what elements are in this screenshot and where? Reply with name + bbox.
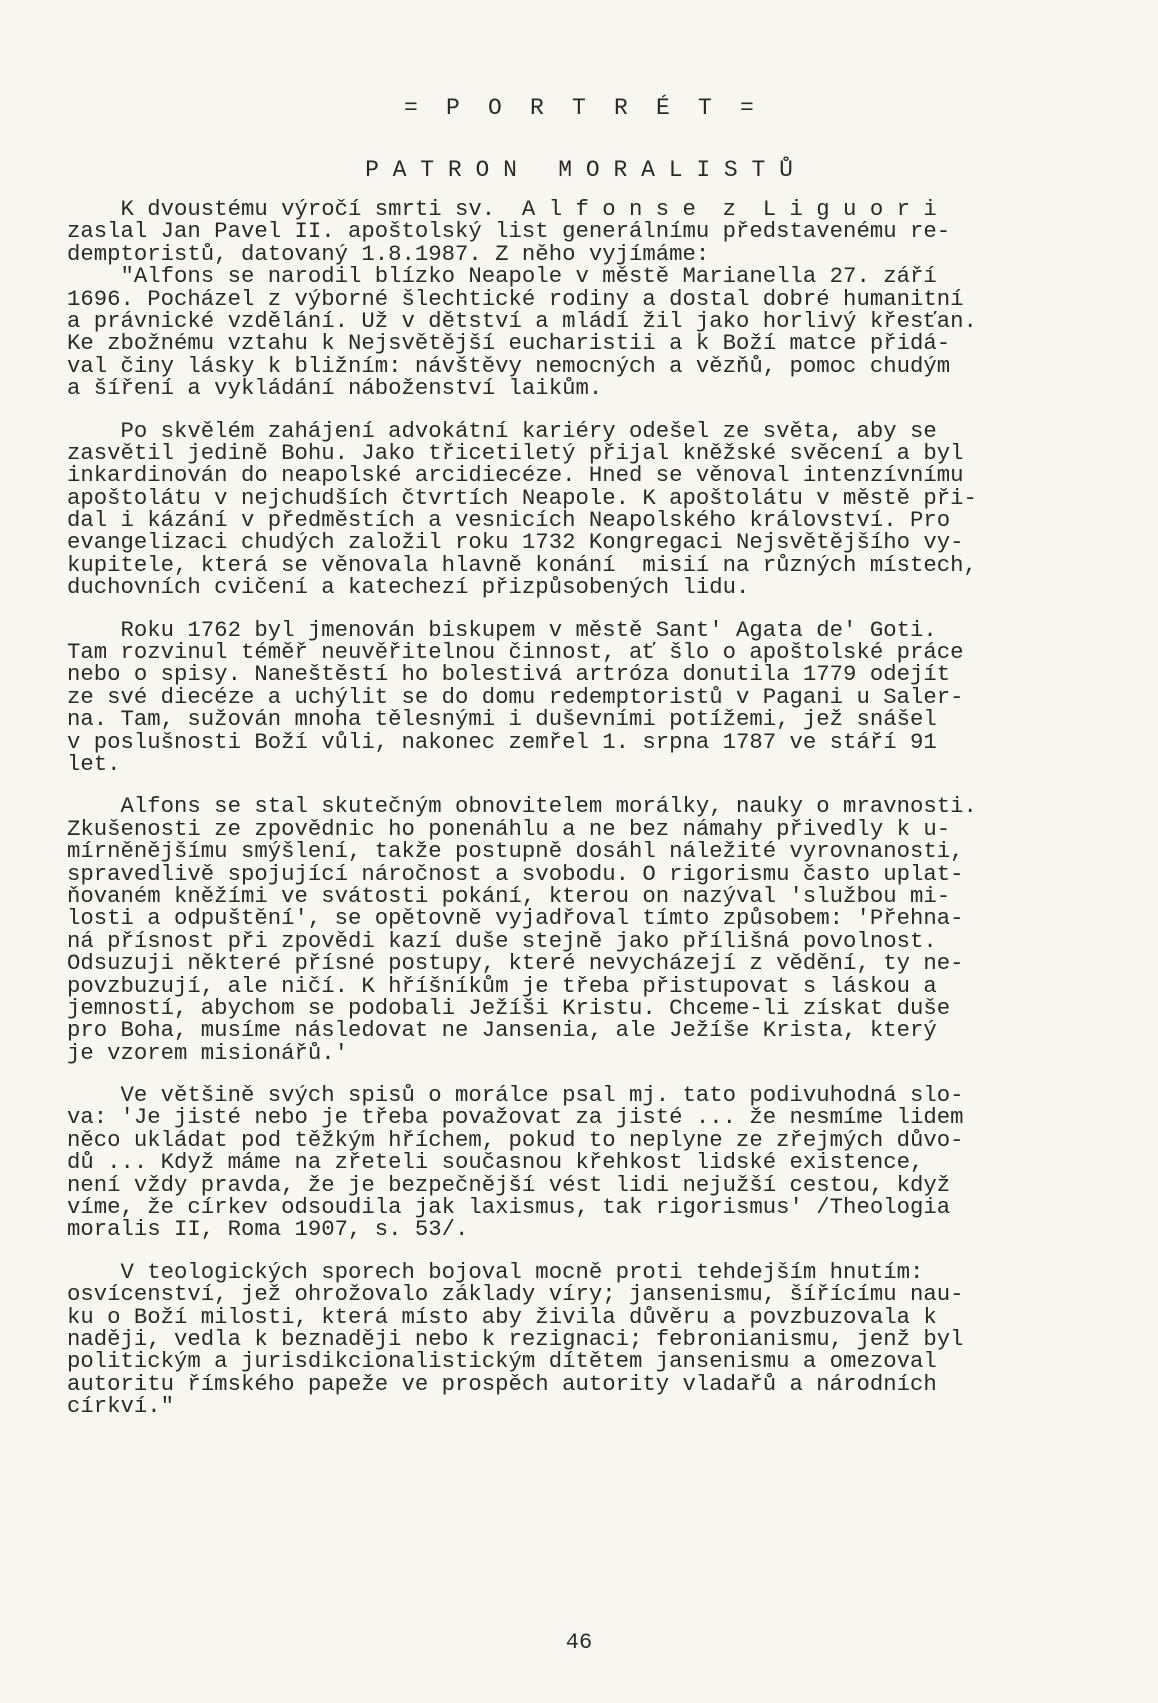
text-line: duchovních cvičení a katechezí přizpůsobených lidu. [67, 574, 750, 601]
text-line: va: 'Je jisté nebo je třeba považovat za jisté ... že nesmíme lidem [67, 1104, 964, 1131]
text-line: Roku 1762 byl jmenován biskupem v městě Sant' Agata de' Goti. [67, 616, 937, 643]
text-line: politickým a jurisdikcionalistickým dítětem jansenismu a omezoval [67, 1348, 937, 1375]
paragraph-gap [67, 400, 1102, 420]
text-line: povzbuzují, ale ničí. K hříšníkům je třeba přistupovat s láskou a [67, 972, 937, 999]
text-line: Odsuzuji některé přísné postupy, které nevycházejí z vědění, ty ne- [67, 950, 964, 977]
page-number: 46 [565, 1630, 593, 1655]
text-line: víme, že církev odsoudila jak laxismus, tak rigorismus' /Theologia [67, 1194, 951, 1221]
text-line: nebo o spisy. Naneštěstí ho bolestivá artróza donutila 1779 odejít [67, 661, 951, 688]
text-line: a právnické vzdělání. Už v dětství a mládí žil jako horlivý křesťan. [67, 307, 977, 334]
text-line: ku o Boží milosti, která místo aby živila důvěru a povzbuzovala k [67, 1303, 937, 1330]
text-line: dal i kázání v předměstích a vesnicích Neapolského království. Pro [67, 507, 951, 534]
text-line: moralis II, Roma 1907, s. 53/. [67, 1216, 469, 1243]
text-line: v poslušnosti Boží vůli, nakonec zemřel 1. srpna 1787 ve stáří 91 [67, 728, 937, 755]
text-line: evangelizaci chudých založil roku 1732 Kongregaci Nejsvětějšího vy- [67, 529, 964, 556]
paragraph [67, 417, 1102, 601]
text-line: osvícenství, jež ohrožovalo základy víry; jansenismu, šířícímu nau- [67, 1281, 964, 1308]
text-line: ze své diecéze a uchýlit se do domu redemptoristů v Pagani u Saler- [67, 683, 964, 710]
text-line: Ve většině svých spisů o morálce psal mj. tato podivuhodná slo- [67, 1082, 964, 1109]
text-line: inkardinován do neapolské arcidiecéze. Hned se věnoval intenzívnímu [67, 462, 964, 489]
text-line: není vždy pravda, že je bezpečnější vést lidi nejužší cestou, když [67, 1171, 951, 1198]
section-heading: = P O R T R É T = [403, 95, 755, 121]
text-line: Alfons se stal skutečným obnovitelem morálky, nauky o mravnosti. [67, 793, 977, 820]
text-line: na. Tam, sužován mnoha tělesnými i duševními potížemi, jež snášel [67, 706, 937, 733]
text-line: "Alfons se narodil blízko Neapole v městě Marianella 27. září [67, 263, 937, 290]
paragraph [67, 795, 1102, 1064]
text-line: demptoristů, datovaný 1.8.1987. Z něho vyjímáme: [67, 240, 710, 267]
text-line: zasvětil jedině Bohu. Jako třicetiletý přijal kněžské svěcení a byl [67, 439, 964, 466]
paragraph [67, 198, 1102, 400]
text-line: let. [67, 750, 121, 777]
text-line: kupitele, která se věnovala hlavně konání misií na různých místech, [67, 551, 977, 578]
text-line: 1696. Pocházel z výborné šlechtické rodiny a dostal dobré humanitní [67, 285, 964, 312]
text-line: val činy lásky k bližním: návštěvy nemocných a vězňů, pomoc chudým [67, 352, 951, 379]
text-line: Tam rozvinul téměř neuvěřitelnou činnost, ať šlo o apoštolské práce [67, 639, 964, 666]
text-line: dů ... Když máme na zřeteli současnou křehkost lidské existence, [67, 1149, 924, 1176]
paragraph-gap [67, 775, 1102, 795]
text-line: zaslal Jan Pavel II. apoštolský list generálnímu představenému re- [67, 218, 951, 245]
text-line: naději, vedla k beznaději nebo k rezignaci; febronianismu, jenž byl [67, 1325, 964, 1352]
paragraph [67, 1084, 1102, 1241]
text-line: církví." [67, 1393, 175, 1420]
text-line: mírněnějšímu smýšlení, takže postupně dosáhl náležité vyrovnanosti, [67, 838, 964, 865]
text-line: Ke zbožnému vztahu k Nejsvětější eucharistii a k Boží matce přidá- [67, 330, 951, 357]
text-line: spravedlivě spojující náročnost a svobodu. O rigorismu často uplat- [67, 860, 964, 887]
text-line: Po skvělém zahájení advokátní kariéry odešel ze světa, aby se [67, 417, 937, 444]
text-line: ňovaném kněžími ve svátosti pokání, kterou on nazýval 'službou mi- [67, 882, 951, 909]
text-line: pro Boha, musíme následovat ne Jansenia, ale Ježíše Krista, který [67, 1017, 937, 1044]
paragraph-gap [67, 599, 1102, 619]
article-title: P A T R O N M O R A L I S T Ů [365, 157, 793, 183]
paragraph-gap [67, 1064, 1102, 1084]
text-line: K dvoustému výročí smrti sv. A l f o n s e z L i g u o r i [67, 196, 937, 222]
article-body [67, 198, 1102, 1418]
paragraph-gap [67, 1241, 1102, 1261]
text-line: něco ukládat pod těžkým hříchem, pokud to neplyne ze zřejmých důvo- [67, 1126, 964, 1153]
text-line: je vzorem misionářů.' [67, 1039, 348, 1066]
text-line: autoritu římského papeže ve prospěch autority vladařů a národních [67, 1370, 937, 1397]
paragraph [67, 1258, 1102, 1420]
text-line: apoštolátu v nejchudších čtvrtích Neapole. K apoštolátu v městě při- [67, 484, 977, 511]
text-line: ná přísnost při zpovědi kazí duše stejně jako přílišná povolnost. [67, 927, 937, 954]
text-line: V teologických sporech bojoval mocně proti tehdejším hnutím: [67, 1258, 924, 1285]
text-line: Zkušenosti ze zpovědnic ho ponenáhlu a ne bez námahy přivedly k u- [67, 815, 951, 842]
paragraph [67, 616, 1102, 777]
text-line: jemností, abychom se podobali Ježíši Kristu. Chceme-li získat duše [67, 994, 951, 1021]
text-line: a šíření a vykládání náboženství laikům. [67, 375, 603, 402]
text-line: losti a odpuštění', se opětovně vyjadřoval tímto způsobem: 'Přehna- [67, 905, 964, 932]
